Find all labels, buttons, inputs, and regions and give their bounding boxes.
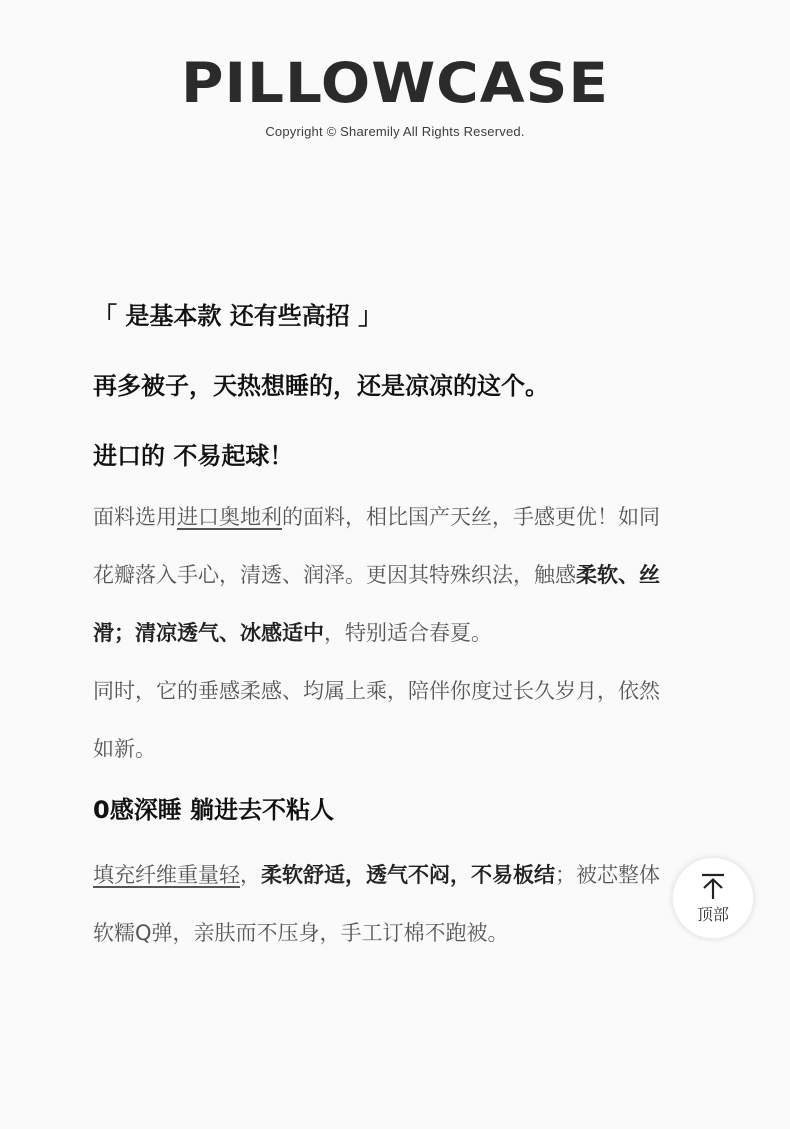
paragraph-drape: 同时，它的垂感柔感、均属上乘，陪伴你度过长久岁月，依然如新。 [93,679,660,761]
paragraph-text: ，特别适合春夏。 [324,621,492,645]
paragraph-text: 的面料，相比国产天丝，手感更优！如同花瓣落入手心，清透、润泽。更因其特殊织法，触感 [93,505,660,587]
paragraph-filling [93,846,663,962]
highlight-link-austria: 进口奥地利 [177,505,282,529]
paragraph-text: ， [240,863,261,887]
paragraph-fabric [93,488,663,662]
back-to-top-label: 顶部 [696,904,729,924]
back-to-top-button[interactable] [672,857,754,939]
copyright-notice: Copyright © Sharemily All Rights Reserved. [265,124,525,139]
emphasis-text: 柔软、丝滑；清凉透气、冰感适中 [93,563,660,645]
article-content [93,296,663,962]
emphasis-text: 柔软舒适，透气不闷，不易板结 [261,863,555,887]
section-title-imported: 进口的 不易起球！ [93,442,294,470]
arrow-up-to-line-icon [699,872,727,900]
brand-logo: PILLOWCASE [180,50,610,116]
highlight-link-fiber: 填充纤维重量轻 [93,863,240,887]
section-title-deep-sleep: 0感深睡 躺进去不粘人 [93,796,335,824]
quote-heading: 「 是基本款 还有些高招 」 [93,302,383,330]
paragraph-text: 面料选用 [93,505,177,529]
paragraph-text: ；被芯整体软糯Q弹，亲肤而不压身，手工订棉不跑被。 [93,863,660,945]
headline: 再多被子，天热想睡的，还是凉凉的这个。 [93,372,549,400]
